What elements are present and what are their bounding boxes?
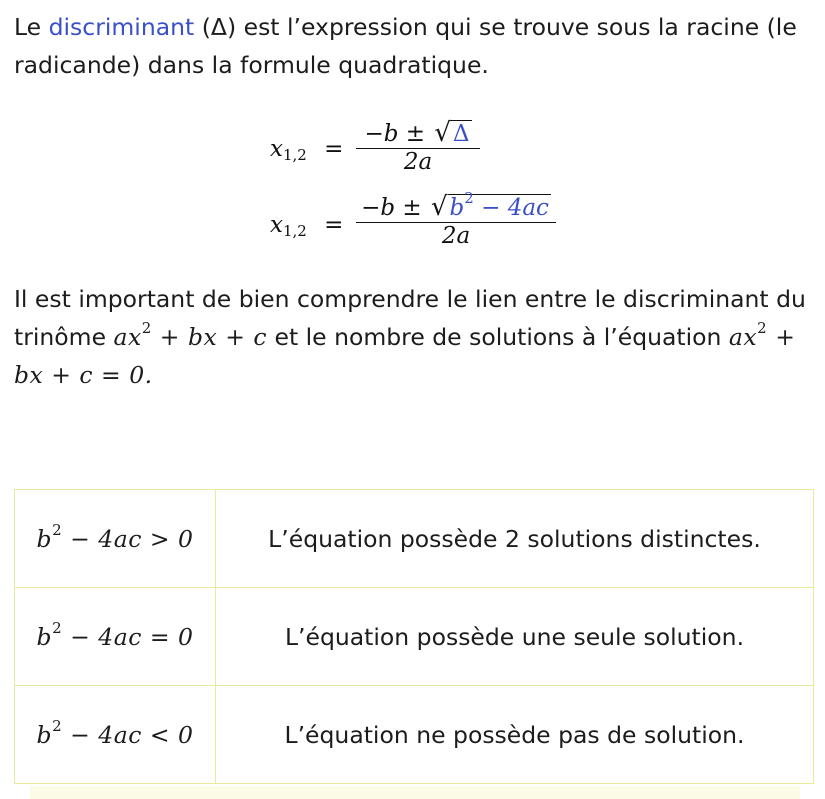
formula-var: x bbox=[270, 136, 283, 162]
formula-equals: = bbox=[324, 136, 344, 162]
trinome-ax: ax bbox=[113, 323, 142, 351]
formula-var: x bbox=[270, 212, 283, 238]
formula-numerator bbox=[356, 118, 480, 148]
table-row bbox=[15, 686, 814, 784]
intro-rest: est l’expression qui se trouve sous la racine (le radicande) dans la formule quadratique. bbox=[14, 13, 797, 79]
discriminant-link[interactable]: discriminant bbox=[48, 13, 195, 41]
bottom-highlight-strip bbox=[30, 786, 800, 799]
explanation-text-1: Il est important de bien comprendre le lien entre le discriminant du trinôme bbox=[14, 285, 806, 351]
radicand-delta: Δ bbox=[452, 121, 470, 147]
condition-rest: − 4ac > 0 bbox=[62, 524, 194, 553]
table-row bbox=[15, 588, 814, 686]
condition-rest: − 4ac = 0 bbox=[62, 622, 194, 651]
condition-b: b bbox=[36, 622, 53, 651]
delta-symbol: (Δ) bbox=[201, 13, 237, 41]
condition-cell bbox=[15, 588, 216, 686]
description-cell: L’équation possède 2 solutions distinctes. bbox=[216, 490, 814, 588]
condition-exponent: 2 bbox=[52, 618, 63, 637]
trinome-exponent: 2 bbox=[141, 319, 152, 338]
condition-rest: − 4ac < 0 bbox=[62, 720, 194, 749]
condition-b: b bbox=[36, 524, 53, 553]
condition-cell bbox=[15, 686, 216, 784]
condition-cell bbox=[15, 490, 216, 588]
description-cell: L’équation possède une seule solution. bbox=[216, 588, 814, 686]
intro-paragraph bbox=[14, 8, 814, 84]
formula-lhs bbox=[270, 212, 343, 240]
intro-prefix: Le bbox=[14, 13, 49, 41]
formula-denominator: 2a bbox=[403, 149, 433, 175]
trinome-rest: + bx + c bbox=[151, 323, 268, 351]
radicand-expression bbox=[448, 189, 551, 221]
condition-b: b bbox=[36, 720, 53, 749]
table-row bbox=[15, 490, 814, 588]
formula-fraction bbox=[356, 118, 480, 175]
numerator-prefix: −b ± bbox=[364, 121, 433, 147]
equation-exponent: 2 bbox=[757, 319, 768, 338]
radicand-exponent: 2 bbox=[464, 189, 474, 208]
formula-subscript: 1,2 bbox=[282, 222, 307, 240]
discriminant-table bbox=[14, 489, 814, 784]
explanation-text-2: et le nombre de solutions à l’équation bbox=[267, 323, 729, 351]
sqrt-icon: √ bbox=[430, 192, 448, 222]
formula-denominator: 2a bbox=[441, 223, 471, 249]
equation-rest: + bx + c = 0. bbox=[14, 323, 796, 389]
description-cell: L’équation ne possède pas de solution. bbox=[216, 686, 814, 784]
formula-equals: = bbox=[324, 212, 344, 238]
radicand-b: b bbox=[449, 195, 465, 221]
trinome-expression bbox=[113, 319, 268, 351]
condition-exponent: 2 bbox=[52, 716, 63, 735]
numerator-prefix: −b ± bbox=[361, 195, 429, 221]
radicand-rest: − 4ac bbox=[473, 195, 549, 221]
condition-exponent: 2 bbox=[52, 520, 63, 539]
explanation-paragraph bbox=[14, 280, 814, 394]
equation-ax: ax bbox=[728, 323, 758, 351]
formula-lhs bbox=[270, 136, 343, 164]
sqrt-icon: √ bbox=[434, 118, 451, 148]
formula-fraction bbox=[356, 189, 556, 249]
formula-numerator bbox=[356, 189, 556, 222]
formula-subscript: 1,2 bbox=[282, 146, 307, 164]
